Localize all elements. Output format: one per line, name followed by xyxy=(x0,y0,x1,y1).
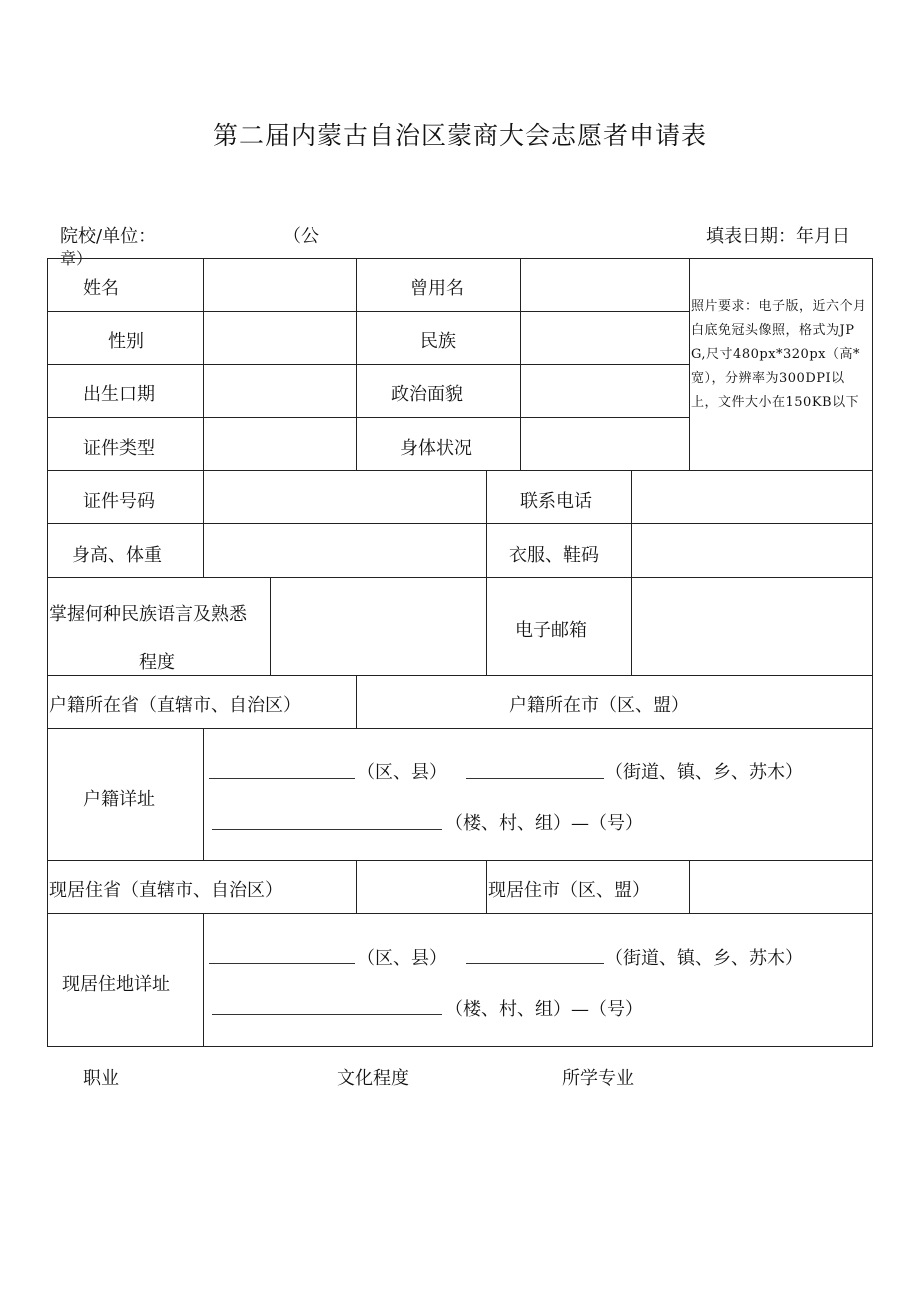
former-name-input[interactable] xyxy=(521,259,688,310)
occupation-label: 职业 xyxy=(83,1068,119,1089)
photo-requirements-note: 照片要求：电子版，近六个月白底免冠头像照，格式为JPG,尺寸480px*320px（高*宽），分辨率为300DPI以上，文件大小在150KB以下 xyxy=(691,299,867,410)
height-weight-input[interactable] xyxy=(204,524,485,576)
health-input[interactable] xyxy=(521,418,688,469)
ethnicity-input[interactable] xyxy=(521,312,688,363)
page-title: 第二届内蒙古自治区蒙商大会志愿者申请表 xyxy=(212,121,707,150)
date-label: 填表日期：年月日 xyxy=(706,226,850,247)
id-type-label: 证件类型 xyxy=(83,438,155,459)
hukou-city-label: 户籍所在市（区、盟） xyxy=(509,695,689,716)
political-status-input[interactable] xyxy=(521,365,688,416)
current-city-label: 现居住市（区、盟） xyxy=(488,880,650,901)
seal-label-cont: 章） xyxy=(60,249,93,268)
clothing-shoe-input[interactable] xyxy=(632,524,872,576)
hukou-province-label: 户籍所在省（直辖市、自治区） xyxy=(49,695,301,716)
current-district-line[interactable] xyxy=(209,963,355,964)
former-name-label: 曾用名 xyxy=(410,278,464,299)
current-street-line[interactable] xyxy=(466,963,604,964)
height-weight-label: 身高、体重 xyxy=(72,545,162,566)
language-label: 掌握何种民族语言及熟悉 xyxy=(49,604,247,625)
hukou-building-suffix: （楼、村、组）—（号） xyxy=(445,813,643,834)
gender-label: 性别 xyxy=(108,331,144,352)
language-input[interactable] xyxy=(271,578,485,674)
email-label: 电子邮箱 xyxy=(515,620,587,641)
seal-label: （公 xyxy=(283,226,319,247)
education-label: 文化程度 xyxy=(337,1068,409,1089)
current-building-line[interactable] xyxy=(212,1014,442,1015)
id-number-label: 证件号码 xyxy=(83,491,155,512)
ethnicity-label: 民族 xyxy=(420,331,456,352)
school-label: 院校/单位： xyxy=(60,226,157,247)
major-label: 所学专业 xyxy=(562,1068,634,1089)
health-label: 身体状况 xyxy=(400,438,472,459)
current-province-label: 现居住省（直辖市、自治区） xyxy=(49,880,283,901)
current-building-suffix: （楼、村、组）—（号） xyxy=(445,999,643,1020)
id-number-input[interactable] xyxy=(204,471,485,522)
current-district-suffix: （区、县） xyxy=(357,948,447,969)
language-label-cont: 程度 xyxy=(139,652,175,673)
hukou-building-line[interactable] xyxy=(212,829,442,830)
political-status-label: 政治面貌 xyxy=(391,384,463,405)
email-input[interactable] xyxy=(632,578,872,674)
birth-date-label: 出生口期 xyxy=(83,384,155,405)
current-province-input[interactable] xyxy=(357,861,485,912)
clothing-shoe-label: 衣服、鞋码 xyxy=(509,545,599,566)
hukou-district-line[interactable] xyxy=(209,778,355,779)
name-label: 姓名 xyxy=(83,278,119,299)
hukou-district-suffix: （区、县） xyxy=(357,762,447,783)
hukou-detail-label: 户籍详址 xyxy=(83,789,155,810)
current-city-input[interactable] xyxy=(690,861,872,912)
hukou-street-line[interactable] xyxy=(466,778,604,779)
current-detail-label: 现居住地详址 xyxy=(62,974,170,995)
phone-input[interactable] xyxy=(632,471,872,522)
id-type-input[interactable] xyxy=(204,418,355,469)
current-street-suffix: （街道、镇、乡、苏木） xyxy=(605,948,803,969)
birth-date-input[interactable] xyxy=(204,365,355,416)
name-input[interactable] xyxy=(204,259,355,310)
hukou-street-suffix: （街道、镇、乡、苏木） xyxy=(605,762,803,783)
phone-label: 联系电话 xyxy=(520,491,592,512)
gender-input[interactable] xyxy=(204,312,355,363)
